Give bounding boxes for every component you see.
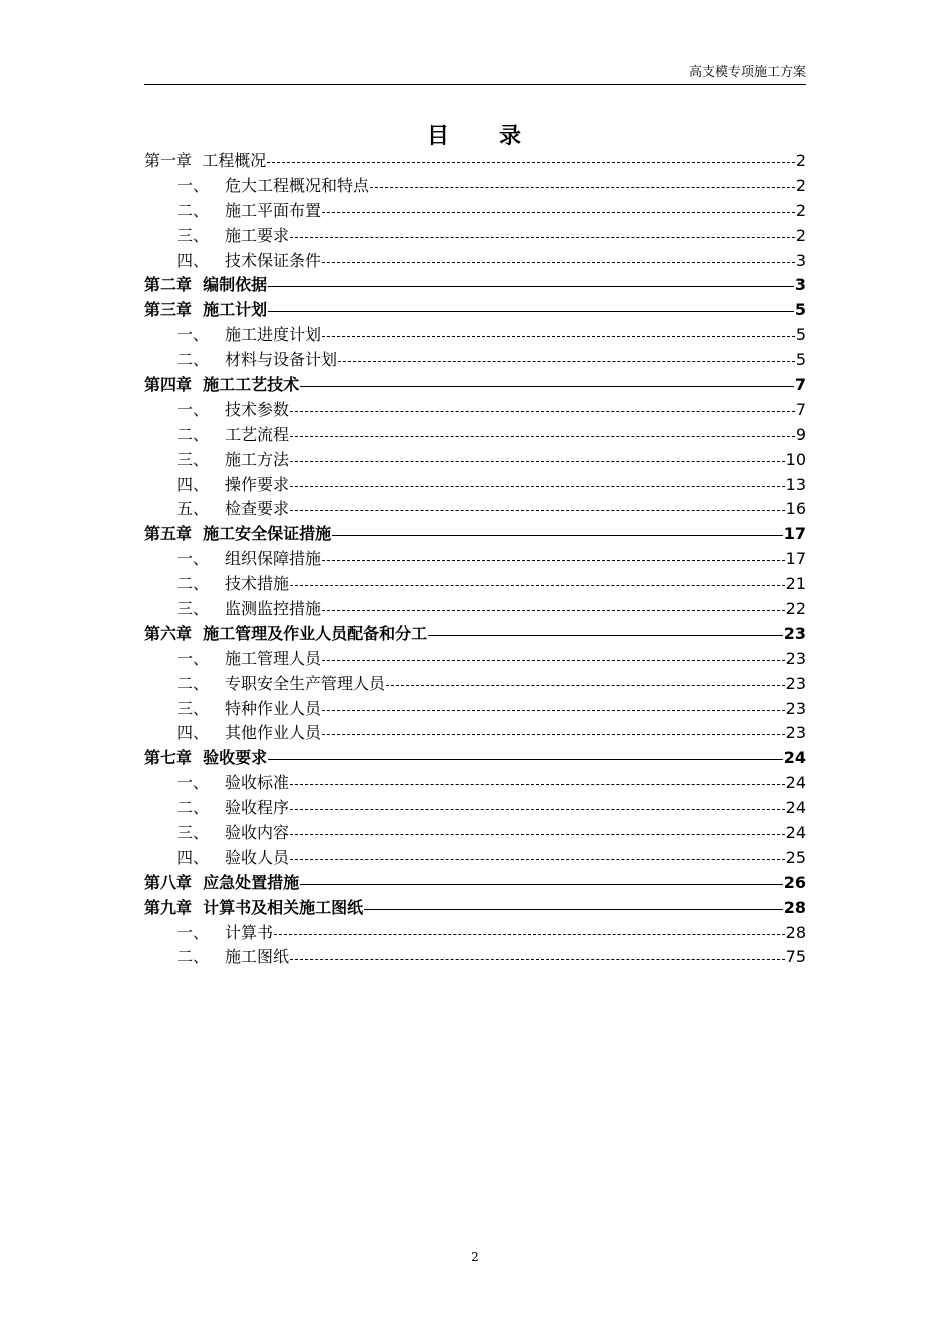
toc-entry-page: 9: [795, 424, 806, 444]
toc-entry-number: 三、: [177, 823, 220, 843]
toc-entry-page: 2: [795, 200, 806, 220]
toc-entry-label: 材料与设备计划: [225, 350, 338, 370]
toc-entry-page: 2: [795, 150, 806, 170]
toc-entry-number: 二、: [177, 574, 220, 594]
toc-entry-label: 施工要求: [225, 225, 290, 245]
toc-leader-line: [332, 522, 783, 547]
toc-section-entry[interactable]: [144, 721, 806, 746]
toc-section-entry[interactable]: [144, 174, 806, 199]
toc-entry-label: 编制依据: [203, 275, 268, 295]
toc-leader-line: [290, 796, 785, 821]
toc-entry-page: 23: [785, 648, 806, 668]
toc-section-entry[interactable]: [144, 398, 806, 423]
toc-leader-line: [267, 149, 795, 174]
toc-leader-line: [268, 746, 783, 771]
toc-entry-page: 23: [785, 673, 806, 693]
toc-entry-label: 施工图纸: [225, 947, 290, 967]
table-of-contents: [144, 149, 806, 970]
toc-leader-line: [290, 398, 795, 423]
toc-entry-page: 2: [795, 225, 806, 245]
toc-entry-label: 其他作业人员: [225, 723, 322, 743]
toc-entry-page: 23: [783, 623, 806, 643]
toc-entry-page: 7: [795, 399, 806, 419]
toc-leader-line: [290, 473, 785, 498]
toc-entry-number: 五、: [177, 499, 220, 519]
toc-entry-number: 第七章: [144, 748, 204, 768]
toc-entry-number: 四、: [177, 723, 220, 743]
toc-entry-page: 17: [785, 549, 806, 569]
toc-entry-page: 75: [785, 947, 806, 967]
toc-leader-line: [300, 871, 783, 896]
toc-entry-number: 二、: [177, 350, 220, 370]
toc-leader-line: [268, 298, 794, 323]
toc-section-entry[interactable]: [144, 821, 806, 846]
toc-entry-page: 21: [785, 574, 806, 594]
toc-section-entry[interactable]: [144, 448, 806, 473]
toc-entry-page: 5: [794, 300, 806, 320]
toc-entry-label: 工艺流程: [225, 424, 290, 444]
toc-entry-number: 第六章: [144, 623, 204, 643]
toc-section-entry[interactable]: [144, 323, 806, 348]
toc-entry-page: 23: [785, 698, 806, 718]
toc-entry-label: 施工管理及作业人员配备和分工: [203, 623, 428, 643]
toc-entry-page: 23: [785, 723, 806, 743]
toc-leader-line: [322, 597, 785, 622]
toc-section-entry[interactable]: [144, 647, 806, 672]
toc-section-entry[interactable]: [144, 547, 806, 572]
toc-entry-label: 危大工程概况和特点: [225, 175, 370, 195]
toc-entry-page: 22: [785, 599, 806, 619]
toc-leader-line: [322, 547, 785, 572]
toc-entry-page: 7: [794, 375, 806, 394]
toc-entry-label: 施工工艺技术: [203, 375, 300, 394]
toc-entry-label: 技术参数: [225, 399, 290, 419]
toc-leader-line: [290, 771, 785, 796]
toc-entry-page: 24: [785, 773, 806, 793]
toc-section-entry[interactable]: [144, 249, 806, 274]
toc-entry-number: 三、: [177, 698, 220, 718]
toc-chapter-entry[interactable]: [144, 273, 806, 298]
toc-entry-number: 二、: [177, 947, 220, 967]
toc-leader-line: [322, 323, 795, 348]
toc-entry-label: 施工平面布置: [225, 200, 322, 220]
toc-entry-label: 技术措施: [225, 574, 290, 594]
toc-entry-number: 二、: [177, 673, 220, 693]
toc-entry-number: 第八章: [144, 872, 204, 892]
toc-entry-page: 28: [783, 897, 806, 917]
toc-entry-number: 第一章: [144, 150, 203, 170]
toc-leader-line: [322, 697, 785, 722]
toc-leader-line: [290, 224, 795, 249]
header-title: 高支模专项施工方案: [688, 65, 806, 80]
toc-entry-page: 2: [795, 175, 806, 195]
toc-entry-label: 施工管理人员: [225, 648, 322, 668]
toc-chapter-entry[interactable]: [144, 896, 806, 921]
toc-section-entry[interactable]: [144, 572, 806, 597]
toc-entry-number: 四、: [177, 474, 220, 494]
toc-chapter-entry[interactable]: [144, 373, 806, 398]
toc-section-entry[interactable]: [144, 597, 806, 622]
toc-entry-label: 特种作业人员: [225, 698, 322, 718]
toc-entry-number: 一、: [177, 648, 220, 668]
toc-chapter-entry[interactable]: [144, 522, 806, 547]
toc-section-entry[interactable]: [144, 697, 806, 722]
toc-title: [0, 122, 950, 152]
toc-leader-line: [268, 273, 794, 298]
toc-chapter-entry[interactable]: [144, 746, 806, 771]
toc-chapter-entry[interactable]: [144, 871, 806, 896]
toc-section-entry[interactable]: [144, 348, 806, 373]
toc-entry-number: 第五章: [144, 524, 204, 544]
toc-section-entry[interactable]: [144, 921, 806, 946]
toc-entry-page: 24: [785, 823, 806, 843]
toc-entry-label: 组织保障措施: [225, 549, 322, 569]
toc-entry-number: 一、: [177, 922, 220, 942]
toc-section-entry[interactable]: [144, 796, 806, 821]
toc-entry-page: 25: [785, 847, 806, 867]
toc-leader-line: [322, 199, 795, 224]
toc-entry-page: 5: [795, 350, 806, 370]
toc-entry-page: 3: [794, 275, 806, 295]
toc-section-entry[interactable]: [144, 224, 806, 249]
toc-entry-number: 一、: [177, 175, 220, 195]
toc-entry-page: 5: [795, 325, 806, 345]
toc-entry-label: 验收人员: [225, 847, 290, 867]
toc-entry-label: 监测监控措施: [225, 599, 322, 619]
toc-section-entry[interactable]: [144, 473, 806, 498]
toc-title-right: 录: [499, 124, 524, 149]
toc-leader-line: [370, 174, 795, 199]
toc-leader-line: [322, 249, 795, 274]
toc-entry-label: 操作要求: [225, 474, 290, 494]
toc-entry-number: 第四章: [144, 375, 204, 394]
toc-entry-label: 施工安全保证措施: [203, 524, 332, 544]
toc-leader-line: [290, 821, 785, 846]
toc-entry-label: 专职安全生产管理人员: [225, 673, 386, 693]
toc-entry-number: 三、: [177, 599, 220, 619]
toc-section-entry[interactable]: [144, 423, 806, 448]
toc-entry-number: 三、: [177, 449, 220, 469]
toc-entry-number: 一、: [177, 325, 220, 345]
toc-entry-label: 计算书: [225, 922, 274, 942]
toc-leader-line: [290, 572, 785, 597]
toc-entry-label: 施工计划: [203, 300, 268, 320]
page-header: [144, 64, 806, 85]
toc-section-entry[interactable]: [144, 199, 806, 224]
toc-entry-label: 技术保证条件: [225, 250, 322, 270]
toc-entry-label: 施工进度计划: [225, 325, 322, 345]
toc-entry-page: 28: [785, 922, 806, 942]
toc-entry-number: 二、: [177, 424, 220, 444]
toc-entry-label: 验收标准: [225, 773, 290, 793]
toc-entry-number: 三、: [177, 225, 220, 245]
toc-section-entry[interactable]: [144, 846, 806, 871]
toc-entry-number: 二、: [177, 200, 220, 220]
toc-leader-line: [322, 721, 785, 746]
toc-entry-page: 26: [783, 872, 806, 892]
toc-leader-line: [322, 647, 785, 672]
toc-leader-line: [290, 946, 785, 971]
toc-entry-number: 二、: [177, 798, 220, 818]
toc-entry-number: 四、: [177, 250, 220, 270]
toc-section-entry[interactable]: [144, 497, 806, 522]
toc-entry-page: 24: [783, 748, 806, 768]
toc-leader-line: [364, 896, 783, 921]
toc-entry-number: 一、: [177, 549, 220, 569]
toc-entry-number: 第二章: [144, 275, 204, 295]
toc-chapter-entry[interactable]: [144, 149, 806, 174]
toc-entry-page: 17: [783, 524, 806, 544]
toc-entry-label: 应急处置措施: [203, 872, 300, 892]
toc-leader-line: [290, 448, 785, 473]
toc-section-entry[interactable]: [144, 672, 806, 697]
toc-entry-number: 一、: [177, 773, 220, 793]
toc-title-left: 目: [426, 124, 451, 149]
toc-entry-label: 检查要求: [225, 499, 290, 519]
toc-leader-line: [290, 423, 795, 448]
toc-entry-label: 验收要求: [203, 748, 268, 768]
toc-entry-label: 工程概况: [202, 150, 267, 170]
toc-entry-label: 计算书及相关施工图纸: [203, 897, 364, 917]
toc-entry-number: 一、: [177, 399, 220, 419]
toc-leader-line: [274, 921, 785, 946]
toc-chapter-entry[interactable]: [144, 298, 806, 323]
toc-entry-page: 24: [785, 798, 806, 818]
page-number: 2: [471, 1250, 479, 1264]
toc-leader-line: [300, 373, 794, 398]
toc-entry-page: 3: [795, 250, 806, 270]
toc-section-entry[interactable]: [144, 946, 806, 971]
toc-entry-number: 第三章: [144, 300, 204, 320]
toc-entry-number: 四、: [177, 847, 220, 867]
toc-entry-page: 16: [785, 499, 806, 519]
toc-entry-label: 施工方法: [225, 449, 290, 469]
toc-chapter-entry[interactable]: [144, 622, 806, 647]
toc-leader-line: [386, 672, 785, 697]
toc-leader-line: [290, 497, 785, 522]
toc-leader-line: [338, 348, 795, 373]
toc-entry-number: 第九章: [144, 897, 204, 917]
toc-entry-label: 验收程序: [225, 798, 290, 818]
toc-entry-page: 13: [785, 474, 806, 494]
toc-entry-label: 验收内容: [225, 823, 290, 843]
toc-leader-line: [428, 622, 783, 647]
toc-leader-line: [290, 846, 785, 871]
toc-section-entry[interactable]: [144, 771, 806, 796]
toc-entry-page: 10: [785, 449, 806, 469]
